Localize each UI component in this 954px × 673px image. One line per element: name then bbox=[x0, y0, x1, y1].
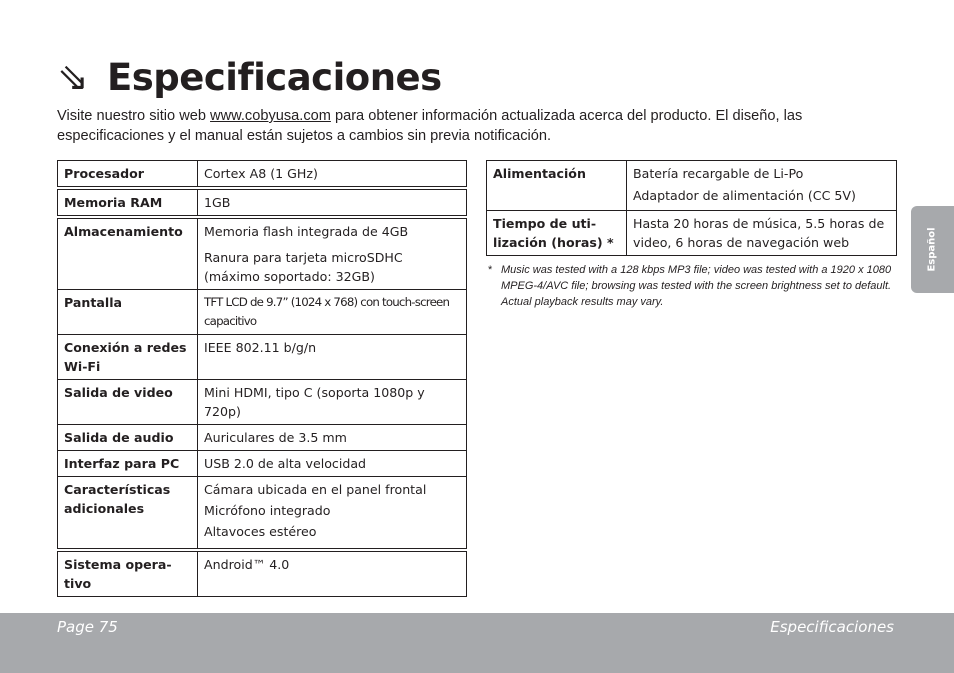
table-row bbox=[58, 190, 467, 216]
spec-label: Interfaz para PC bbox=[58, 451, 198, 477]
spec-value: Android™ 4.0 bbox=[198, 552, 467, 597]
table-row bbox=[58, 380, 467, 425]
table-row bbox=[58, 161, 467, 187]
table-row bbox=[58, 425, 467, 451]
intro-text-before: Visite nuestro sitio web bbox=[57, 108, 211, 124]
table-row bbox=[58, 552, 467, 597]
page-title: Especificaciones bbox=[107, 55, 442, 99]
spec-label: Características adicionales bbox=[58, 477, 198, 549]
spec-label: Salida de audio bbox=[58, 425, 198, 451]
footnote bbox=[488, 262, 900, 310]
spec-value: Mini HDMI, tipo C (soporta 1080p y 720p) bbox=[198, 380, 467, 425]
intro-paragraph bbox=[57, 106, 907, 146]
spec-label: Sistema opera-tivo bbox=[58, 552, 198, 597]
page-footer bbox=[0, 613, 954, 673]
spec-label: Tiempo de uti-lización (horas) * bbox=[487, 211, 627, 256]
table-row bbox=[58, 219, 467, 290]
spec-table-right bbox=[486, 160, 897, 256]
spec-value: Memoria flash integrada de 4GB Ranura para tarjeta microSDHC (máximo soportado: 32GB) bbox=[198, 219, 467, 290]
table-row bbox=[487, 211, 897, 256]
table-row bbox=[487, 161, 897, 211]
spec-label: Salida de video bbox=[58, 380, 198, 425]
spec-value: Hasta 20 horas de música, 5.5 horas de video, 6 horas de navegación web bbox=[627, 211, 897, 256]
spec-value: Cortex A8 (1 GHz) bbox=[198, 161, 467, 187]
spec-value: USB 2.0 de alta velocidad bbox=[198, 451, 467, 477]
language-tab-label: Español bbox=[927, 227, 939, 272]
spec-value: IEEE 802.11 b/g/n bbox=[198, 335, 467, 380]
spec-value: Auriculares de 3.5 mm bbox=[198, 425, 467, 451]
language-tab[interactable] bbox=[911, 206, 954, 293]
footer-section-title: Especificaciones bbox=[770, 618, 894, 636]
spec-label: Almacenamiento bbox=[58, 219, 198, 290]
spec-label: Procesador bbox=[58, 161, 198, 187]
spec-label: Pantalla bbox=[58, 290, 198, 335]
table-row bbox=[58, 477, 467, 549]
table-row bbox=[58, 335, 467, 380]
footnote-text: Music was tested with a 128 kbps MP3 file; video was tested with a 1920 x 1080 MPEG-4/AVC file; browsing was tested with the screen brightness set to default. Actual playback results may vary. bbox=[501, 264, 892, 308]
spec-label: Conexión a redes Wi-Fi bbox=[58, 335, 198, 380]
spec-value: TFT LCD de 9.7” (1024 x 768) con touch-screen capacitivo bbox=[198, 290, 467, 335]
website-link[interactable]: www.cobyusa.com bbox=[210, 108, 331, 124]
intro-text-after: para obtener información actualizada acerca del producto. El diseño, las especificaciones y el manual están sujetos a cambios sin previa notificación. bbox=[57, 108, 803, 144]
spec-value: Cámara ubicada en el panel frontal Micrófono integrado Altavoces estéreo bbox=[198, 477, 467, 549]
table-row bbox=[58, 290, 467, 335]
spec-label: Alimentación bbox=[487, 161, 627, 211]
spec-value: Batería recargable de Li-Po Adaptador de alimentación (CC 5V) bbox=[627, 161, 897, 211]
spec-table-left bbox=[57, 160, 467, 597]
page-number: Page 75 bbox=[57, 618, 118, 636]
page-heading bbox=[57, 52, 442, 102]
footnote-marker: * bbox=[488, 264, 493, 276]
spec-value: 1GB bbox=[198, 190, 467, 216]
table-row bbox=[58, 451, 467, 477]
arrow-icon: ⇘ bbox=[57, 55, 89, 99]
spec-label: Memoria RAM bbox=[58, 190, 198, 216]
